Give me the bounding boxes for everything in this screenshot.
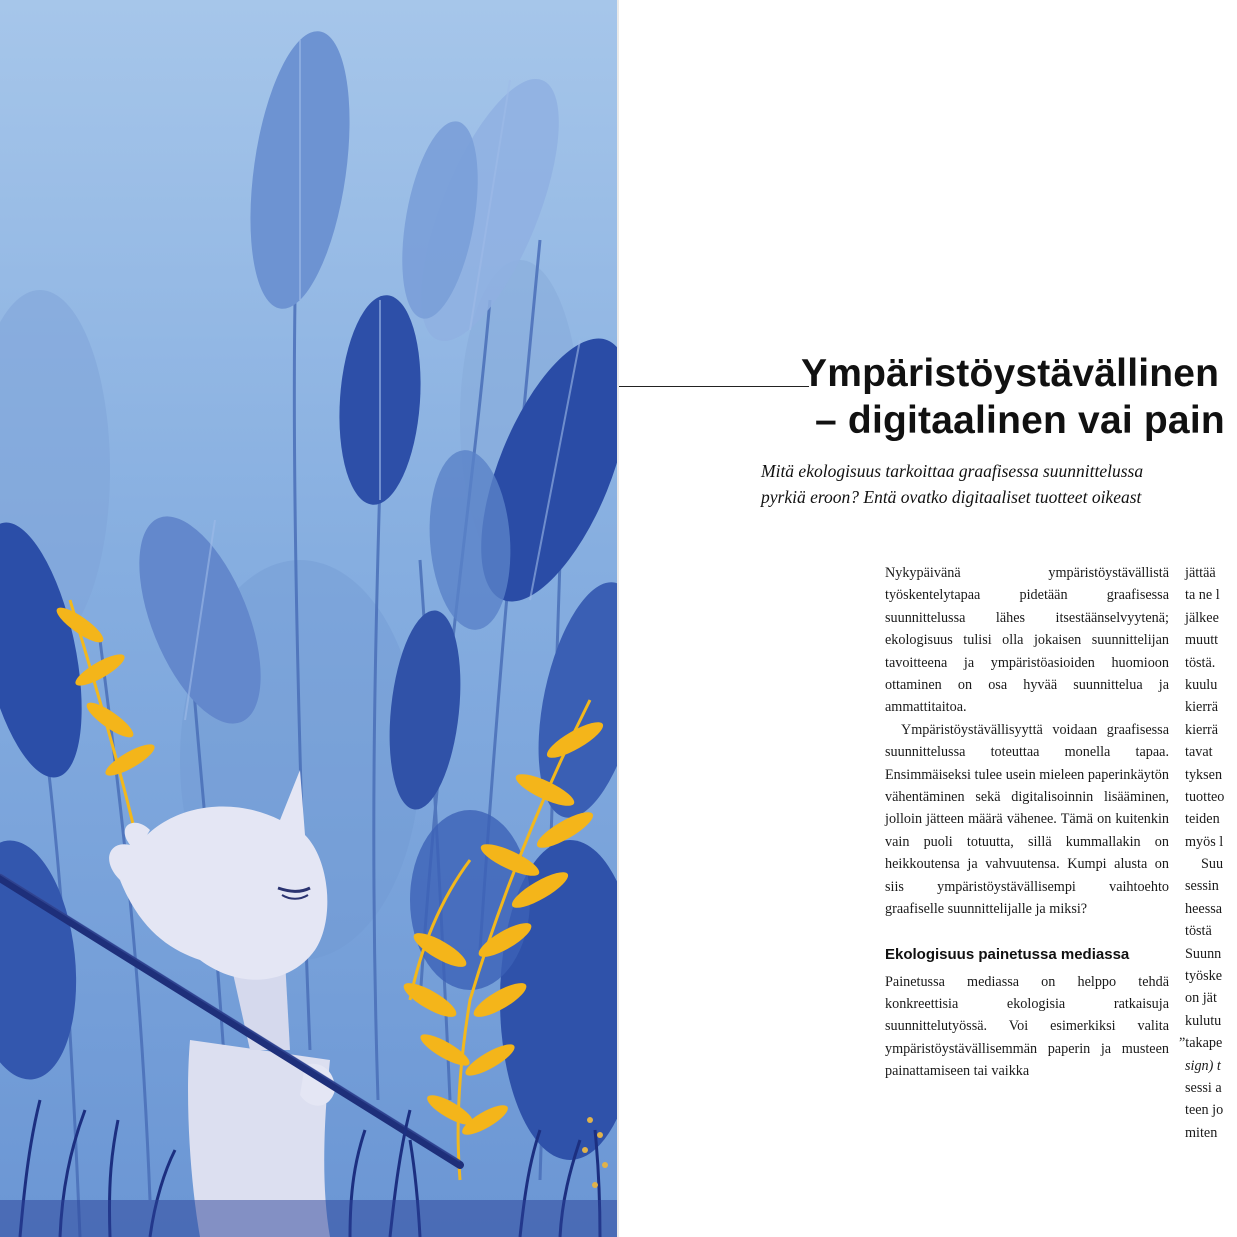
illustration-blue-plants-creature (0, 0, 617, 1237)
title-rule (619, 386, 809, 387)
lead-line-1: Mitä ekologisuus tarkoittaa graafisessa suunnittelussa (761, 461, 1144, 481)
col2-line: tuotteo (1185, 788, 1225, 805)
col2-line: tavat (1185, 744, 1213, 761)
article-title (801, 350, 1237, 444)
col2-line: Suu (1201, 856, 1224, 873)
article-lead (761, 458, 1237, 510)
col2-line: kulutu (1185, 1012, 1222, 1029)
col2-line: heessa (1185, 900, 1223, 917)
col2-line: on jät (1185, 990, 1217, 1007)
col2-line: ta ne l (1185, 587, 1220, 604)
subheading: Ekologisuus painetussa mediassa (885, 945, 1130, 963)
col2-line: töstä. (1185, 654, 1216, 671)
col2-line: jälkee (1185, 609, 1219, 626)
paragraph-ways: Ympäristöystävällisyyttä voidaan graafisessa suunnittelussa toteuttaa monella tapaa. Ensimmäiseksi tulee usein mieleen paperinkäytön vähentäminen sekä digitalisoinnin lisääminen, jolloin jätteen määrä vähenee. Tämä on kuitenkin vain puoli totuutta, sillä kummallakin on heikkoutensa ja vahvuutensa. Kumpi alusta on siis ympäristöystävällisempi vaihtoehto graafiselle suunnittelijalle ja miksi? (885, 721, 1169, 918)
col2-line: töstä (1185, 923, 1212, 940)
article-page (619, 0, 1237, 1237)
col2-line: Suunn (1185, 945, 1222, 962)
col2-line: muutt (1185, 632, 1219, 649)
col2-line: ”takape (1179, 1035, 1223, 1052)
body-column-1 (885, 562, 1169, 1083)
title-line-1: Ympäristöystävällinen (801, 352, 1220, 395)
col2-line: sign) t (1185, 1057, 1221, 1074)
col2-line: kuulu (1185, 676, 1218, 693)
col2-line: myös l (1185, 833, 1224, 850)
col2-line: sessi a (1185, 1079, 1222, 1096)
col2-line: miten (1185, 1124, 1218, 1141)
lead-line-2: pyrkiä eroon? Entä ovatko digitaaliset tuotteet oikeast (761, 487, 1142, 507)
body-column-2 (1179, 562, 1237, 1144)
paragraph-print: Painetussa mediassa on helppo tehdä konkreettisia ekologisia ratkaisuja suunnittelutyössä. Voi esimerkiksi valita ympäristöystävällisemmän paperin ja musteen painattamiseen tai vaikka (885, 973, 1169, 1080)
col2-line: sessin (1185, 878, 1219, 895)
col2-line: kierrä (1185, 699, 1219, 716)
col2-line: tyksen (1185, 766, 1223, 783)
col2-line: työske (1185, 968, 1223, 985)
col2-line: kierrä (1185, 721, 1219, 738)
col2-line: jättää (1185, 565, 1216, 581)
col2-line: teiden (1185, 811, 1220, 828)
col2-line: teen jo (1185, 1102, 1224, 1119)
title-line-2: – digitaalinen vai pain (815, 399, 1225, 442)
paragraph-intro: Nykypäivänä ympäristöystävällistä työskentelytapaa pidetään graafisessa suunnittelussa lähes itsestäänselvyytenä; ekologisuus tulisi olla jokaisen suunnittelijan tavoitteena ja ympäristöasioiden huomioon ottaminen on osa hyvää suunnittelua ja ammattitaitoa. (885, 565, 1169, 716)
